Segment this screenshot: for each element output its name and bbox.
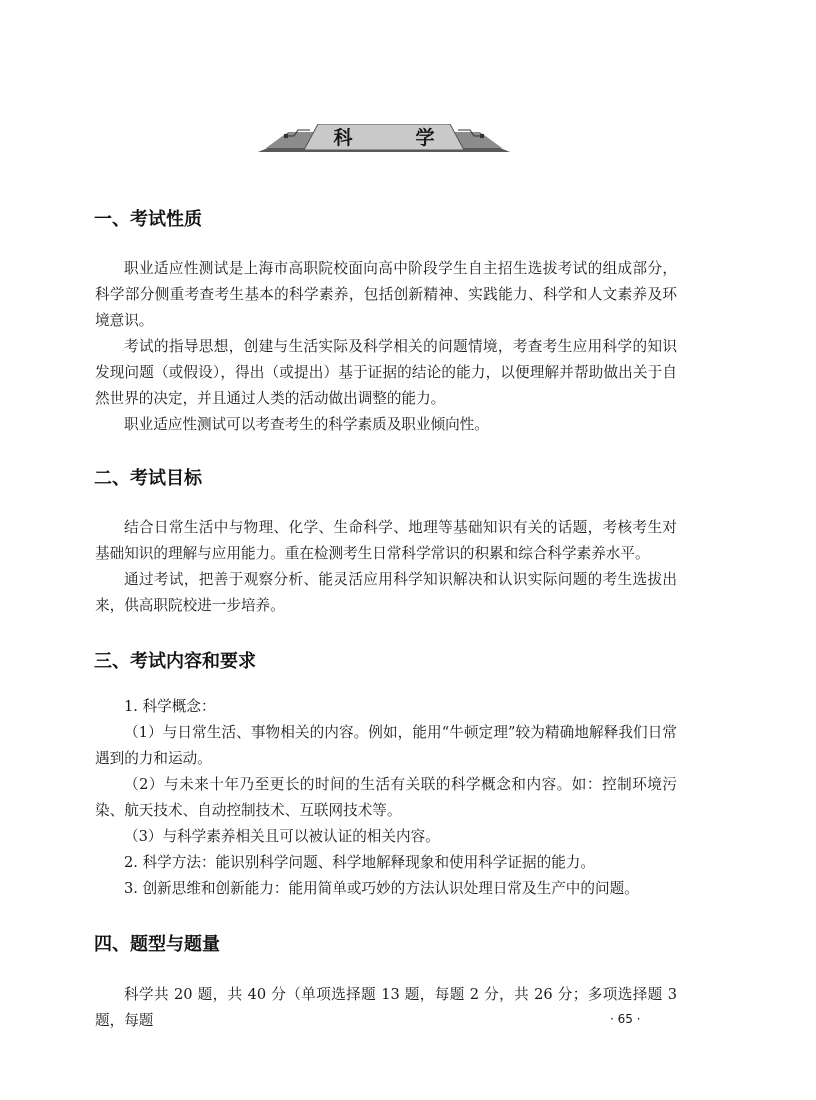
paragraph: （1）与日常生活、事物相关的内容。例如，能用“牛顿定理”较为精确地解释我们日常遇到的力和运动。 (95, 724, 677, 767)
page-title: 科 学 (333, 127, 457, 149)
page-number: · 65 · (610, 1012, 641, 1026)
section-heading-2: 二、考试目标 (94, 468, 202, 489)
paragraph: 考试的指导思想，创建与生活实际及科学相关的问题情境，考查考生应用科学的知识发现问题（或假设），得出（或提出）基于证据的结论的能力，以便理解并帮助做出关于自然世界的决定，并且通过人类的活动做出调整的能力。 (95, 338, 677, 407)
section-heading-1: 一、考试性质 (94, 209, 202, 230)
paragraph: 通过考试，把善于观察分析、能灵活应用科学知识解决和认识实际问题的考生选拔出来，供高职院校进一步培养。 (95, 571, 677, 614)
title-banner (258, 124, 510, 152)
paragraph: 2. 科学方法：能识别科学问题、科学地解释现象和使用科学证据的能力。 (124, 854, 595, 871)
section-body-3 (95, 694, 677, 902)
paragraph: （3）与科学素养相关且可以被认证的相关内容。 (124, 828, 440, 845)
paragraph: 结合日常生活中与物理、化学、生命科学、地理等基础知识有关的话题，考核考生对基础知识的理解与应用能力。重在检测考生日常科学常识的积累和综合科学素养水平。 (95, 519, 677, 562)
paragraph: 1. 科学概念： (124, 698, 216, 715)
paragraph: 职业适应性测试可以考查考生的科学素质及职业倾向性。 (124, 416, 489, 433)
paragraph: 3. 创新思维和创新能力：能用简单或巧妙的方法认识处理日常及生产中的问题。 (124, 880, 639, 897)
section-heading-3: 三、考试内容和要求 (94, 651, 256, 672)
paragraph: （2）与未来十年乃至更长的时间的生活有关联的科学概念和内容。如：控制环境污染、航天技术、自动控制技术、互联网技术等。 (95, 776, 677, 819)
paragraph: 职业适应性测试是上海市高职院校面向高中阶段学生自主招生选拔考试的组成部分，科学部分侧重考查考生基本的科学素养，包括创新精神、实践能力、科学和人文素养及环境意识。 (95, 260, 677, 329)
section-body-1 (95, 256, 677, 438)
section-heading-4: 四、题型与题量 (94, 934, 220, 955)
section-body-2 (95, 515, 677, 619)
section-body-4 (95, 982, 677, 1034)
paragraph: 科学共 20 题，共 40 分（单项选择题 13 题，每题 2 分，共 26 分；多项选择题 3 题，每题 (95, 986, 677, 1029)
